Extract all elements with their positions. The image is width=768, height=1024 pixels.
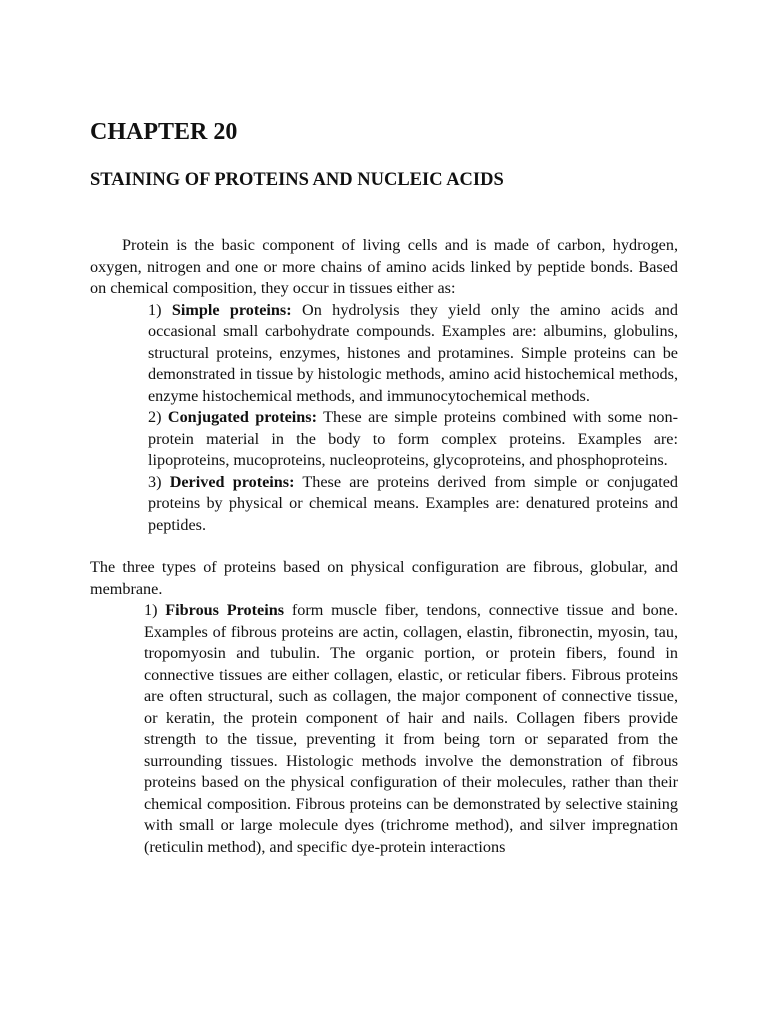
chapter-title: STAINING OF PROTEINS AND NUCLEIC ACIDS [90, 170, 504, 190]
list-item-text: On hydrolysis they yield only the amino acids and occasional small carbohydrate compounds. Examples are: albumins, globulins, structural proteins, enzymes, histones and protamines. Simple proteins can be demonstrated in tissue by histologic methods, amino acid histochemical methods, enzyme histochemical methods, and immunocytochemical methods. [148, 300, 678, 405]
list-item-term: Derived proteins: [169, 472, 295, 491]
list-item-simple-proteins [148, 300, 678, 408]
list-item-derived-proteins [148, 472, 678, 537]
list-item-term: Conjugated proteins: [167, 408, 317, 426]
paragraph-gap [90, 536, 678, 557]
list-item-number: 3) [148, 472, 170, 491]
document-body [90, 235, 678, 858]
list-item-number: 2) [148, 408, 168, 426]
list-item-text: These are simple proteins combined with some non-protein material in the body to form complex proteins. Examples are: lipoproteins, mucoproteins, nucleoproteins, glycoproteins, and phosphoproteins. [148, 408, 679, 469]
list-item-number: 1) [144, 601, 166, 619]
list-item-term: Simple proteins: [171, 300, 292, 319]
list-item-conjugated-proteins [148, 407, 678, 472]
list-item-text: form muscle fiber, tendons, connective tissue and bone. Examples of fibrous proteins are actin, collagen, elastin, fibronectin, myosin, tau, tropomyosin and tubulin. The organic portion, or protein fibers, found in connective tissues are either collagen, elastic, or reticular fibers. Fibrous proteins are often structural, such as collagen, the major component of connective tissue, or keratin, the protein component of hair and nails. Collagen fibers provide strength to the tissue, preventing it from being torn or separated from the surrounding tissues. Histologic methods involve the demonstration of fibrous proteins based on the physical configuration of their molecules, rather than their chemical composition. Fibrous proteins can be demonstrated by selective staining with small or large molecule dyes (trichrome method), and silver impregnation (reticulin method), and specific dye-protein interactions [144, 601, 678, 856]
list-item-term: Fibrous Proteins [165, 601, 285, 619]
intro-paragraph: Protein is the basic component of living cells and is made of carbon, hydrogen, oxygen, nitrogen and one or more chains of amino acids linked by peptide bonds. Based on chemical composition, they occur in tissues either as: [90, 236, 678, 297]
list-item-number: 1) [148, 300, 172, 319]
list-item-text: These are proteins derived from simple or conjugated proteins by physical or chemical means. Examples are: denatured proteins and peptides. [148, 472, 678, 534]
list-item-fibrous-proteins [144, 600, 678, 858]
physical-intro-paragraph: The three types of proteins based on physical configuration are fibrous, globular, and membrane. [90, 558, 678, 598]
chapter-heading: CHAPTER 20 [90, 119, 238, 145]
